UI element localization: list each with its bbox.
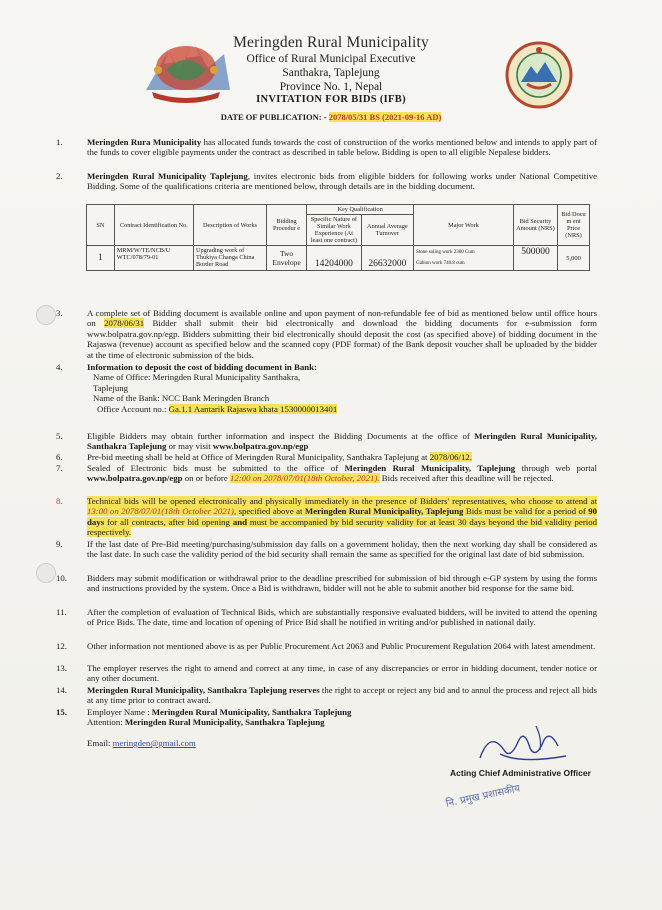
email-label: Email: (87, 738, 113, 748)
cell-sn: 1 (87, 246, 115, 271)
col-header-price: Bid Docu m ent Price (NRS) (558, 205, 590, 246)
col-header-turnover: Annual Average Turnover (361, 215, 413, 246)
item-7 (87, 463, 597, 484)
col-header-similar-work: Specific Nature of Similar Work Experience (At least one contract) (307, 215, 362, 246)
item-3-text: A complete set of Bidding document is available online and upon payment of non-refundable fee of bid as mentioned below until office hours on (87, 308, 597, 329)
item-number: 2. (56, 171, 63, 181)
item-6-text: Pre-bid meeting shall be held at Office of Meringden Rural Municipality, Santhakra Taplejung at (87, 452, 430, 462)
cell-contract: MRM/W/TE/NCB/U WTC/078/79-01 (114, 246, 193, 271)
employer-label: Employer Name : (87, 707, 152, 717)
item-8-text-e: must be accompanied by bid security validity for at least 30 days beyond the bid validity period respectively. (87, 516, 597, 538)
item-7-text-d: Bids received after this deadline will be rejected. (379, 473, 554, 484)
item-8 (87, 496, 597, 538)
item-5 (87, 431, 597, 452)
publication-label: DATE OF PUBLICATION: - (220, 112, 327, 122)
item-number: 4. (56, 362, 63, 372)
item-13: The employer reserves the right to amend and correct at any time, in case of any discrepancies or error in bidding document, tender notice or any other document. (87, 663, 597, 684)
item-4 (87, 362, 597, 414)
major-work-line: Stone soling work 2300 Cum (416, 250, 475, 255)
item-7-bold: Meringden Rural Municipality, Taplejung (344, 463, 516, 473)
punch-hole (36, 563, 56, 583)
item-2 (87, 171, 597, 192)
col-header-major-work: Major Work (414, 205, 514, 246)
item-8-text-d: for all contracts, after bid opening (104, 516, 233, 527)
item-7-text: Sealed of Electronic bids must be submitted to the office of (87, 463, 345, 473)
notice-heading: INVITATION FOR BIDS (IFB) (256, 94, 406, 105)
cell-price: 5,000 (558, 246, 590, 271)
item-8-bold: Meringden Rural Municipality, Taplejung (304, 506, 464, 517)
item-10: Bidders may submit modification or withdrawal prior to the deadline prescribed for submission of bid through e-GP system by using the forms and instructions provided by the system. Once a Bid is withdrawn, bidder will not be able to submit another bid response for the same bid. (87, 573, 597, 594)
item-5-text: Eligible Bidders may obtain further information and inspect the Bidding Documents at the office of (87, 431, 475, 441)
item-number: 11. (56, 607, 67, 617)
item-number: 14. (56, 685, 67, 695)
item-2-text: , invites electronic bids from eligible bidders for following works under National Competitive Bidding. Some of the qualifications criteria are mentioned below, through details are in the bidding document. (87, 171, 597, 192)
item-3-text-b: Bidder shall submit their bid electronically and download the bidding documents for e-submission form www.bolpatra.gov.np/egp. Bidders submitting their bid electronically should deposit the cost (as specified above) of bidding document in the Rajaswa (revenue) account as specified below and the scanned copy (PDF format) of the Bank deposit voucher shall be uploaded by the bidder at the time of electronic submission of the bids. (87, 318, 598, 360)
col-header-security: Bid Security Amount (NRS) (513, 205, 557, 246)
item-14-bold: Meringden Rural Municipality, Santhakra Taplejung reserves (87, 685, 320, 695)
cell-turnover: 26632000 (361, 246, 413, 271)
cell-procedure: Two Envelope (267, 246, 307, 271)
bank-office-location: Taplejung (93, 382, 129, 393)
item-number: 8. (56, 496, 63, 506)
item-7-text-b: through web portal (515, 463, 597, 473)
attention-value: Meringden Rural Municipality, Santhakra Taplejung (124, 717, 325, 728)
cell-description: Upgrading work of Thukiya Changa China Border Road (193, 246, 266, 271)
item-2-bold: Meringden Rural Municipality Taplejung (87, 171, 248, 181)
item-number: 13. (56, 663, 67, 673)
item-8-text-b: specified above at (236, 506, 305, 517)
province-name: Province No. 1, Nepal (279, 81, 383, 93)
office-location: Santhakra, Taplejung (282, 67, 380, 79)
item-7-url: www.bolpatra.gov.np/egp (87, 473, 183, 484)
col-header-contract: Contract Identification No. (114, 205, 193, 246)
page-title: Meringden Rural Municipality (233, 34, 429, 51)
item-8-text: Technical bids will be opened electronically and physically immediately in the presence of Bidders' representatives, who choose to attend at (87, 496, 597, 506)
item-5-url: www.bolpatra.gov.np/egp (212, 441, 309, 452)
item-1-text: has allocated funds towards the cost of construction of the works mentioned below and intends to apply part of the funds to cover eligible payments under the contract as described in table below. Bidding is open to all eligible Nepalese bidders. (87, 137, 598, 158)
col-header-key-qualification: Key Qualification (307, 205, 414, 215)
item-8-days: 90 days (87, 506, 598, 527)
item-number: 7. (56, 463, 63, 473)
cell-similar-work: 14204000 (307, 246, 362, 271)
item-8-time: 13:00 on 2078/07/01(18th October 2021), (87, 506, 237, 517)
item-5-text-b: or may visit (166, 441, 213, 452)
employer-name (87, 707, 597, 717)
table-row (87, 246, 590, 271)
col-header-procedure: Bidding Procedur e (267, 205, 307, 246)
item-number: 1. (56, 137, 63, 147)
item-11: After the completion of evaluation of Technical Bids, which are substantially responsive evaluated bidders, will be invited to attend the opening of Price Bids. The date, time and location of opening of Price Bid shall be notified in writing and/or published in national daily. (87, 607, 597, 628)
bank-office: Name of Office: Meringden Rural Municipality Santhakra, (93, 372, 301, 383)
office-name: Office of Rural Municipal Executive (246, 53, 416, 65)
punch-hole (36, 305, 56, 325)
signatory-title: Acting Chief Administrative Officer (450, 768, 591, 778)
bank-account-number: Ga.1.1 Aantarik Rajaswa khata 1530000013401 (168, 403, 338, 414)
item-6 (87, 452, 597, 462)
item-number: 9. (56, 539, 63, 549)
cell-security: 500000 (513, 246, 557, 271)
item-number: 15. (56, 707, 67, 717)
item-4-heading: Information to deposit the cost of bidding document in Bank: (87, 362, 317, 372)
employer-value: Meringden Rural Municipality, Santhakra Taplejung (151, 707, 352, 717)
major-work-line: Gabion work 740.8 cum (416, 261, 465, 266)
item-number: 10. (56, 573, 67, 583)
cell-major-work (414, 246, 514, 271)
col-header-description: Description of Works (193, 205, 266, 246)
item-1 (87, 137, 597, 158)
bank-name: Name of the Bank: NCC Bank Meringden Branch (93, 393, 270, 404)
item-8-text-c: Bids must be valid for a period of (463, 506, 589, 517)
item-9: If the last date of Pre-Bid meeting/purchasing/submission day falls on a government holiday, then the next working day shall be considered as the last date. In such case the validity period of the bid security shall remain the same as specified for the original last date of bid submission. (87, 539, 597, 560)
item-number: 3. (56, 308, 63, 318)
item-number: 12. (56, 641, 67, 651)
item-7-deadline: 12:00 on 2078/07/01(18th October, 2021). (229, 473, 380, 484)
col-header-sn: SN (87, 205, 115, 246)
item-12: Other information not mentioned above is as per Public Procurement Act 2063 and Public Procurement Regulation 2064 with latest amendment. (87, 641, 596, 651)
publication-date-value: 2078/05/31 BS (2021-09-16 AD) (328, 112, 442, 122)
bid-table (86, 204, 590, 271)
item-3-date: 2078/06/31 (104, 318, 145, 329)
official-stamp: नि. प्रमुख प्रशासकीय (444, 783, 522, 810)
item-8-and: and (232, 516, 247, 527)
item-6-date: 2078/06/12. (429, 452, 472, 462)
attention-label: Attention: (87, 717, 125, 728)
item-14 (87, 685, 597, 706)
bank-account (87, 404, 597, 414)
item-5-bold: Meringden Rural Municipality, Santhakra Taplejung (87, 431, 597, 452)
signature-icon (470, 720, 580, 768)
email-link[interactable]: meringden@gmail.com (112, 738, 196, 748)
item-number: 6. (56, 452, 63, 462)
item-number: 5. (56, 431, 63, 441)
publication-date (0, 112, 662, 122)
item-14-text: the right to accept or reject any bid and to annul the process and reject all bids at any time prior to contract award. (87, 685, 597, 706)
item-3 (87, 308, 597, 360)
item-7-text-c: on or before (182, 473, 230, 484)
item-1-bold: Meringden Rura Municipality (87, 137, 202, 147)
bank-account-label: Office Account no.: (97, 403, 169, 414)
